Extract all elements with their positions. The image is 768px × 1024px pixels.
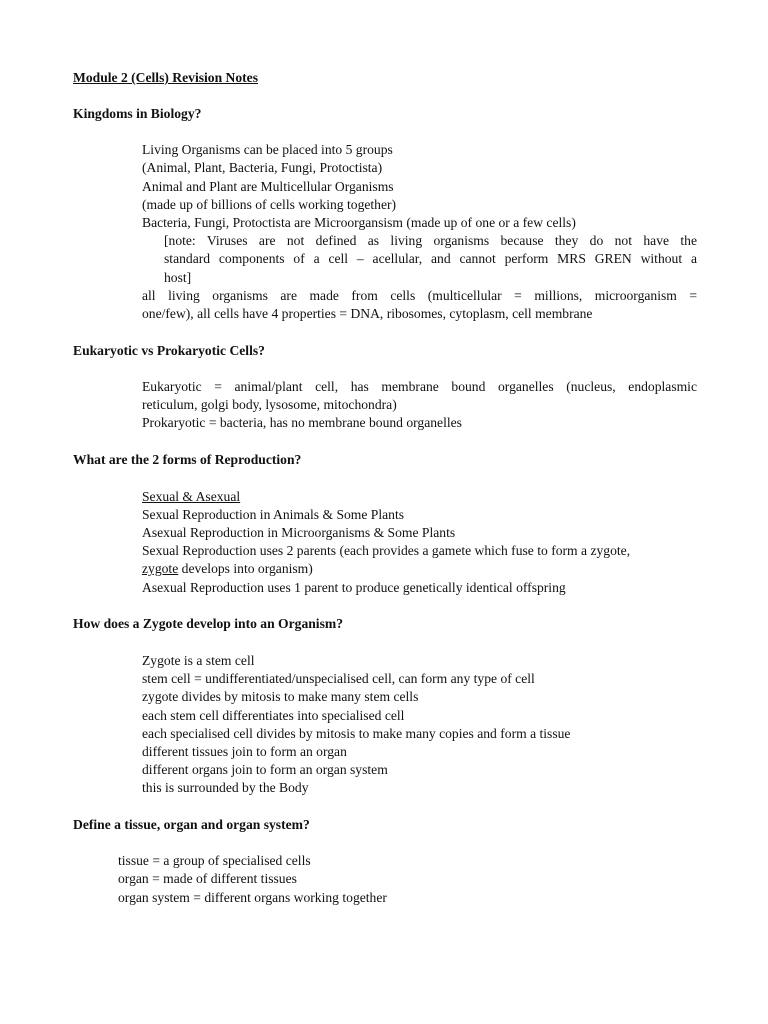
section-heading-reproduction: What are the 2 forms of Reproduction? — [73, 452, 302, 467]
reproduction-line-1: Sexual Reproduction in Animals & Some Plants — [142, 507, 405, 522]
zygote-line-2: stem cell = undifferentiated/unspecialised cell, can form any type of cell — [142, 671, 535, 686]
kingdoms-note-line-1: [note: Viruses are not defined as living organisms because they do not have the — [164, 233, 697, 248]
zygote-line-3: zygote divides by mitosis to make many stem cells — [142, 689, 419, 704]
reproduction-line-2: Asexual Reproduction in Microorganisms & Some Plants — [142, 525, 456, 540]
kingdoms-line-5: Bacteria, Fungi, Protoctista are Microorgansism (made up of one or a few cells) — [142, 215, 576, 230]
tissue-line-1: tissue = a group of specialised cells — [118, 853, 311, 868]
reproduction-line-4 — [142, 560, 313, 578]
zygote-line-1: Zygote is a stem cell — [142, 653, 255, 668]
tissue-line-2: organ = made of different tissues — [118, 871, 297, 886]
tissue-line-3: organ system = different organs working together — [118, 890, 387, 905]
kingdoms-closing-line-2: one/few), all cells have 4 properties = DNA, ribosomes, cytoplasm, cell membrane — [142, 306, 593, 321]
zygote-line-6: different tissues join to form an organ — [142, 744, 347, 759]
zygote-underlined-word: zygote — [142, 561, 179, 576]
eukaryotic-line-3: Prokaryotic = bacteria, has no membrane bound organelles — [142, 415, 462, 430]
kingdoms-line-2: (Animal, Plant, Bacteria, Fungi, Protoctista) — [142, 160, 383, 175]
zygote-line-5: each specialised cell divides by mitosis to make many copies and form a tissue — [142, 726, 571, 741]
section-heading-zygote: How does a Zygote develop into an Organism? — [73, 616, 343, 631]
section-heading-tissue: Define a tissue, organ and organ system? — [73, 817, 310, 832]
eukaryotic-line-1: Eukaryotic = animal/plant cell, has membrane bound organelles (nucleus, endoplasmic — [142, 379, 697, 394]
kingdoms-line-1: Living Organisms can be placed into 5 groups — [142, 142, 393, 157]
reproduction-line-5: Asexual Reproduction uses 1 parent to produce genetically identical offspring — [142, 580, 566, 595]
reproduction-subheading: Sexual & Asexual — [142, 489, 241, 504]
eukaryotic-line-2: reticulum, golgi body, lysosome, mitochondra) — [142, 397, 397, 412]
reproduction-line-4-rest: develops into organism) — [178, 561, 313, 576]
kingdoms-closing-line-1: all living organisms are made from cells (multicellular = millions, microorganism = — [142, 288, 697, 303]
page-title: Module 2 (Cells) Revision Notes — [73, 70, 259, 85]
section-heading-kingdoms: Kingdoms in Biology? — [73, 106, 202, 121]
kingdoms-line-4: (made up of billions of cells working together) — [142, 197, 397, 212]
kingdoms-note-line-3: host] — [164, 270, 192, 285]
zygote-line-8: this is surrounded by the Body — [142, 780, 309, 795]
reproduction-line-3: Sexual Reproduction uses 2 parents (each provides a gamete which fuse to form a zygote, — [142, 543, 631, 558]
kingdoms-line-3: Animal and Plant are Multicellular Organisms — [142, 179, 394, 194]
zygote-line-4: each stem cell differentiates into specialised cell — [142, 708, 405, 723]
zygote-line-7: different organs join to form an organ system — [142, 762, 388, 777]
kingdoms-note-line-2: standard components of a cell – acellular, and cannot perform MRS GREN without a — [164, 251, 697, 266]
section-heading-eukaryotic: Eukaryotic vs Prokaryotic Cells? — [73, 343, 265, 358]
